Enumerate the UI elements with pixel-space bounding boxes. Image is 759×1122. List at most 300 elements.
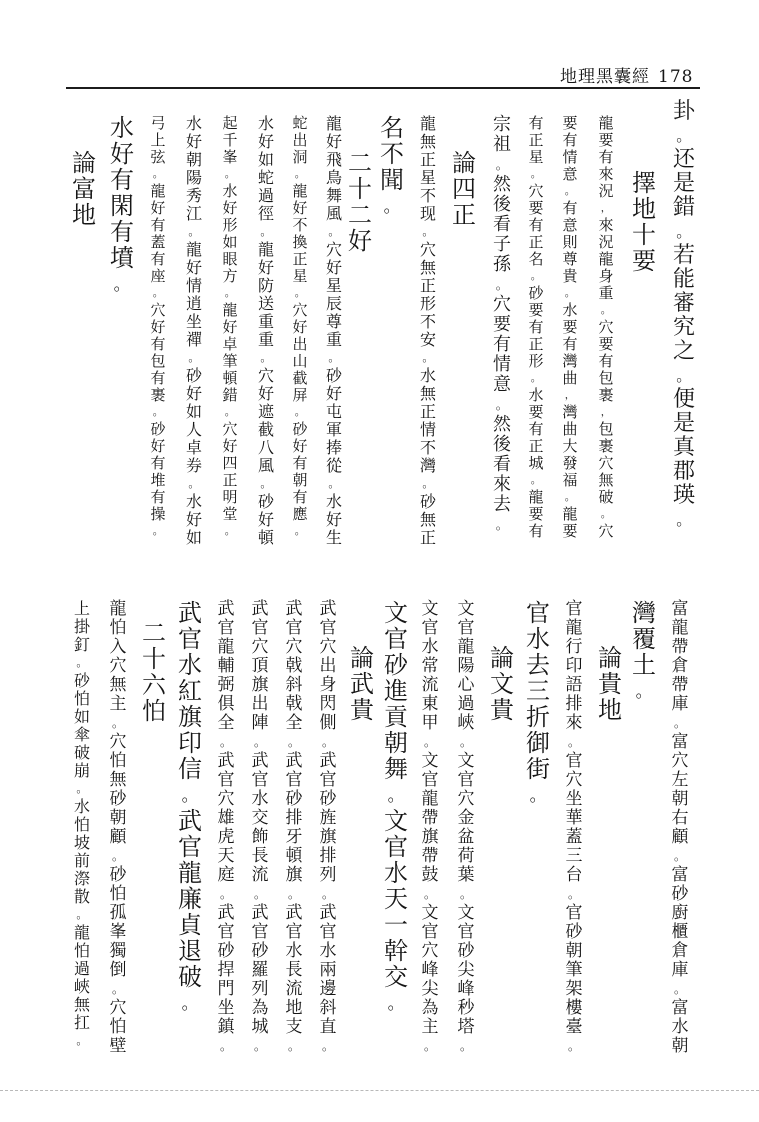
glyph: 。 — [674, 849, 686, 863]
text-column — [100, 600, 136, 1056]
glyph: 包 — [150, 352, 166, 370]
glyph: 砂 — [109, 865, 127, 885]
glyph: 筆 — [565, 960, 583, 980]
glyph: 裹 — [598, 386, 614, 404]
glyph: 地 — [285, 998, 303, 1018]
glyph: 四 — [452, 175, 476, 203]
glyph: 有 — [110, 166, 134, 194]
glyph: 官 — [251, 770, 269, 790]
glyph: 列 — [319, 865, 337, 885]
glyph: 龍 — [185, 240, 202, 259]
glyph: 朝 — [384, 729, 408, 757]
glyph: 官 — [217, 618, 235, 638]
glyph: 好 — [150, 437, 166, 455]
glyph: 形 — [419, 294, 436, 313]
glyph: 。 — [181, 785, 199, 805]
glyph: 帶 — [421, 846, 439, 866]
glyph: 官 — [319, 770, 337, 790]
glyph: 好 — [325, 258, 342, 277]
glyph: 截 — [292, 369, 308, 387]
glyph: 好 — [185, 258, 202, 277]
glyph: 包 — [598, 420, 614, 438]
glyph: 水 — [73, 797, 90, 816]
glyph: 眼 — [222, 250, 238, 268]
glyph: 真 — [672, 435, 695, 460]
glyph: 武 — [319, 599, 337, 619]
glyph: 牙 — [285, 827, 303, 847]
glyph: 貢 — [384, 703, 408, 731]
glyph: 有 — [150, 216, 166, 234]
glyph: 前 — [73, 851, 90, 870]
glyph: 尊 — [325, 312, 342, 331]
glyph: 好 — [110, 140, 134, 168]
glyph: 。 — [328, 477, 340, 490]
glyph: 水 — [384, 859, 408, 887]
glyph: 要 — [562, 318, 578, 336]
glyph: 甲 — [421, 713, 439, 733]
glyph: 操 — [150, 505, 166, 523]
glyph: 。 — [254, 1039, 266, 1053]
glyph: 穴 — [457, 789, 475, 809]
glyph: 屏 — [292, 386, 308, 404]
glyph: 朝 — [671, 789, 689, 809]
glyph: 飛 — [325, 150, 342, 169]
glyph: 徑 — [257, 204, 274, 223]
glyph: 無 — [419, 132, 436, 151]
glyph: 。 — [152, 287, 164, 299]
glyph: 券 — [185, 456, 202, 475]
glyph: 还 — [672, 147, 695, 172]
glyph: 破 — [598, 488, 614, 506]
glyph: 若 — [672, 243, 695, 268]
glyph: 發 — [562, 454, 578, 472]
glyph: 灣 — [562, 352, 578, 370]
glyph: 十 — [142, 645, 166, 673]
glyph: 八 — [257, 438, 274, 457]
glyph: 峯 — [109, 922, 127, 942]
glyph: 。 — [224, 525, 236, 537]
glyph: 主 — [109, 694, 127, 714]
glyph: 廚 — [671, 903, 689, 923]
glyph: 便 — [672, 387, 695, 412]
glyph: 況 — [598, 182, 614, 200]
glyph: 邊 — [319, 979, 337, 999]
glyph: 為 — [251, 998, 269, 1018]
glyph: 扛 — [73, 1013, 90, 1032]
glyph: 正 — [528, 233, 544, 251]
glyph: 龍 — [598, 250, 614, 268]
glyph: 穴 — [598, 318, 614, 336]
glyph: 好 — [185, 132, 202, 151]
glyph: 旗 — [319, 827, 337, 847]
glyph: 來 — [565, 713, 583, 733]
glyph: 飾 — [251, 827, 269, 847]
glyph: 捍 — [217, 960, 235, 980]
glyph: 官 — [384, 833, 408, 861]
glyph: 掛 — [73, 617, 90, 636]
glyph: 水 — [110, 114, 134, 142]
glyph: 羅 — [251, 960, 269, 980]
glyph: 葉 — [457, 865, 475, 885]
glyph: 。 — [76, 908, 88, 921]
glyph: 。 — [288, 735, 300, 749]
glyph: 。 — [422, 225, 434, 238]
glyph: 舞 — [384, 755, 408, 783]
glyph: 荷 — [457, 846, 475, 866]
section-heading — [592, 645, 628, 723]
glyph: 有 — [150, 250, 166, 268]
glyph: 穴 — [251, 637, 269, 657]
glyph: 架 — [565, 979, 583, 999]
glyph: 二 — [348, 201, 372, 229]
glyph: 。 — [328, 225, 340, 238]
glyph: 頓 — [285, 846, 303, 866]
glyph: 武 — [285, 751, 303, 771]
glyph: 穴 — [150, 301, 166, 319]
glyph: 水 — [257, 114, 274, 133]
glyph: 。 — [220, 1039, 232, 1053]
glyph: 砂 — [285, 789, 303, 809]
section-heading — [484, 645, 520, 723]
glyph: 有 — [598, 148, 614, 166]
glyph: 。 — [328, 351, 340, 364]
glyph: 塔 — [457, 1017, 475, 1037]
glyph: 。 — [495, 157, 509, 172]
glyph: 。 — [152, 168, 164, 180]
glyph: 龍 — [217, 637, 235, 657]
glyph: 不 — [419, 186, 436, 205]
glyph: 。 — [424, 1039, 436, 1053]
glyph: 後 — [493, 434, 511, 455]
glyph: 。 — [424, 887, 436, 901]
glyph: 。 — [220, 735, 232, 749]
glyph: 穴 — [319, 637, 337, 657]
glyph: 安 — [419, 330, 436, 349]
glyph: 文 — [421, 903, 439, 923]
glyph: 武 — [217, 751, 235, 771]
glyph: 武 — [178, 599, 202, 627]
glyph: 。 — [568, 887, 580, 901]
glyph: 交 — [251, 808, 269, 828]
glyph: 。 — [460, 887, 472, 901]
glyph: 。 — [674, 982, 686, 996]
glyph: 是 — [672, 411, 695, 436]
glyph: 上 — [150, 131, 166, 149]
glyph: 有 — [110, 218, 134, 246]
glyph: 十 — [632, 221, 656, 249]
glyph: 排 — [285, 808, 303, 828]
glyph: 。 — [460, 735, 472, 749]
glyph: 朝 — [292, 471, 308, 489]
glyph: 旗 — [421, 827, 439, 847]
glyph: 看 — [493, 214, 511, 235]
glyph: 峽 — [73, 977, 90, 996]
glyph: 後 — [493, 194, 511, 215]
glyph: 帶 — [671, 675, 689, 695]
glyph: 之 — [672, 339, 695, 364]
glyph: 官 — [421, 922, 439, 942]
glyph: 蓋 — [565, 827, 583, 847]
text-column — [172, 600, 208, 1016]
glyph: 陽 — [457, 656, 475, 676]
glyph: 門 — [217, 979, 235, 999]
glyph: 。 — [387, 785, 405, 805]
glyph: 重 — [598, 284, 614, 302]
glyph: 三 — [565, 846, 583, 866]
glyph: 龍 — [257, 240, 274, 259]
glyph: 。 — [495, 517, 509, 532]
glyph: 水 — [222, 182, 238, 200]
glyph: 全 — [217, 713, 235, 733]
glyph: 情 — [493, 354, 511, 375]
glyph: 。 — [568, 735, 580, 749]
glyph: 龍 — [292, 182, 308, 200]
glyph: 龍 — [565, 618, 583, 638]
glyph: 。 — [676, 223, 692, 241]
glyph: 論 — [72, 149, 96, 177]
glyph: 金 — [457, 808, 475, 828]
glyph: 無 — [419, 510, 436, 529]
glyph: 大 — [562, 437, 578, 455]
glyph: 。 — [530, 372, 542, 384]
glyph: 龍 — [598, 114, 614, 132]
glyph: 情 — [185, 276, 202, 295]
glyph: 常 — [421, 656, 439, 676]
glyph: 要 — [562, 522, 578, 540]
glyph: 戟 — [285, 656, 303, 676]
glyph: 武 — [251, 903, 269, 923]
glyph: 論 — [490, 644, 514, 672]
glyph: 文 — [421, 751, 439, 771]
glyph: 水 — [325, 492, 342, 511]
glyph: 江 — [185, 204, 202, 223]
glyph: 幹 — [384, 937, 408, 965]
glyph: 砂 — [217, 941, 235, 961]
glyph: 武 — [319, 903, 337, 923]
glyph: 錯 — [672, 195, 695, 220]
glyph: 。 — [224, 168, 236, 180]
glyph: 如 — [222, 233, 238, 251]
glyph: 長 — [251, 846, 269, 866]
glyph: 過 — [457, 694, 475, 714]
glyph: 水 — [251, 789, 269, 809]
glyph: 。 — [529, 785, 547, 805]
glyph: 穴 — [325, 240, 342, 259]
glyph: 出 — [292, 131, 308, 149]
glyph: 。 — [254, 887, 266, 901]
glyph: 砂 — [419, 492, 436, 511]
glyph: 。 — [322, 887, 334, 901]
glyph: 座 — [150, 267, 166, 285]
glyph: 要 — [562, 114, 578, 132]
glyph: 四 — [222, 454, 238, 472]
glyph: 堂 — [222, 505, 238, 523]
glyph: 武 — [217, 903, 235, 923]
glyph: 顧 — [109, 827, 127, 847]
glyph: 過 — [257, 186, 274, 205]
glyph: 貞 — [178, 911, 202, 939]
glyph: 弦 — [150, 148, 166, 166]
glyph: 。 — [76, 1034, 88, 1047]
glyph: 砂 — [319, 789, 337, 809]
glyph: 穴 — [109, 656, 127, 676]
glyph: 庫 — [671, 960, 689, 980]
glyph: 。 — [676, 127, 692, 145]
glyph: 。 — [294, 287, 306, 299]
glyph: 郡 — [672, 459, 695, 484]
glyph: 峽 — [457, 713, 475, 733]
glyph: 。 — [530, 168, 542, 180]
glyph: 天 — [217, 846, 235, 866]
text-column — [556, 600, 592, 1056]
glyph: 官 — [457, 770, 475, 790]
glyph: 不 — [292, 216, 308, 234]
glyph: 武 — [251, 599, 269, 619]
glyph: 官 — [565, 599, 583, 619]
glyph: 如 — [73, 707, 90, 726]
glyph: 坐 — [185, 312, 202, 331]
glyph: 櫃 — [671, 922, 689, 942]
glyph: 捧 — [325, 438, 342, 457]
glyph: 富 — [671, 865, 689, 885]
glyph: 武 — [251, 751, 269, 771]
glyph: 為 — [421, 998, 439, 1018]
glyph: 坡 — [73, 833, 90, 852]
glyph: 富 — [671, 732, 689, 752]
glyph: 起 — [222, 114, 238, 132]
glyph: 城 — [251, 1017, 269, 1037]
glyph: 論 — [598, 644, 622, 672]
glyph: 方 — [222, 267, 238, 285]
glyph: 出 — [292, 335, 308, 353]
text-column — [208, 600, 244, 1056]
glyph: 富 — [72, 175, 96, 203]
glyph: 有 — [598, 352, 614, 370]
glyph: 庫 — [671, 694, 689, 714]
glyph: 論 — [350, 644, 374, 672]
glyph: 尊 — [562, 250, 578, 268]
glyph: 龍 — [421, 789, 439, 809]
glyph: 。 — [387, 993, 405, 1013]
glyph: 。 — [294, 168, 306, 180]
glyph: 穴 — [292, 301, 308, 319]
text-column — [242, 600, 278, 1056]
glyph: 俱 — [217, 694, 235, 714]
glyph: 心 — [457, 675, 475, 695]
glyph: 陽 — [185, 168, 202, 187]
glyph: 水 — [185, 492, 202, 511]
glyph: 。 — [600, 304, 612, 316]
glyph: 官 — [565, 751, 583, 771]
glyph: 地 — [72, 201, 96, 229]
glyph: 砂 — [671, 884, 689, 904]
glyph: 砂 — [325, 366, 342, 385]
glyph: 排 — [565, 694, 583, 714]
glyph: 朝 — [565, 941, 583, 961]
glyph: 龍 — [150, 182, 166, 200]
glyph: ， — [564, 389, 576, 401]
glyph: 不 — [419, 438, 436, 457]
glyph: 。 — [288, 887, 300, 901]
glyph: 有 — [493, 334, 511, 355]
glyph: 朝 — [185, 150, 202, 169]
glyph: 砂 — [565, 922, 583, 942]
glyph: 有 — [528, 420, 544, 438]
glyph: 。 — [676, 511, 692, 529]
glyph: 要 — [493, 314, 511, 335]
glyph: 主 — [421, 1017, 439, 1037]
glyph: 語 — [565, 675, 583, 695]
glyph: 支 — [285, 1017, 303, 1037]
glyph: 進 — [384, 677, 408, 705]
glyph: 水 — [421, 637, 439, 657]
glyph: 水 — [671, 1017, 689, 1037]
glyph: 水 — [285, 941, 303, 961]
glyph: 富 — [671, 599, 689, 619]
glyph: 。 — [564, 491, 576, 503]
glyph: 好 — [185, 384, 202, 403]
glyph: 秒 — [457, 998, 475, 1018]
text-column — [626, 600, 662, 704]
glyph: 流 — [285, 979, 303, 999]
glyph: 好 — [222, 437, 238, 455]
glyph: 重 — [257, 312, 274, 331]
glyph: 要 — [598, 335, 614, 353]
glyph: 庭 — [217, 865, 235, 885]
glyph: 鎮 — [217, 1017, 235, 1037]
glyph: 斜 — [319, 998, 337, 1018]
glyph: 上 — [73, 599, 90, 618]
glyph: 现 — [419, 204, 436, 223]
glyph: 情 — [562, 148, 578, 166]
glyph: 生 — [325, 528, 342, 547]
glyph: 砂 — [150, 420, 166, 438]
glyph: 頂 — [251, 656, 269, 676]
glyph: 。 — [322, 735, 334, 749]
glyph: 然 — [493, 174, 511, 195]
glyph: 正 — [528, 437, 544, 455]
glyph: 正 — [528, 131, 544, 149]
glyph: 正 — [419, 150, 436, 169]
glyph: 龍 — [562, 505, 578, 523]
glyph: 官 — [285, 922, 303, 942]
glyph: 弼 — [217, 675, 235, 695]
glyph: 旗 — [285, 865, 303, 885]
glyph: 裹 — [598, 437, 614, 455]
glyph: 顧 — [671, 827, 689, 847]
glyph: 穴 — [565, 770, 583, 790]
glyph: 。 — [152, 525, 164, 537]
glyph: 官 — [526, 599, 550, 627]
glyph: 朝 — [109, 808, 127, 828]
glyph: 砂 — [251, 941, 269, 961]
glyph: 水 — [528, 386, 544, 404]
glyph: 土 — [632, 651, 656, 679]
glyph: 。 — [460, 1039, 472, 1053]
glyph: 退 — [178, 937, 202, 965]
glyph: 好 — [325, 132, 342, 151]
glyph: 倉 — [671, 941, 689, 961]
glyph: 。 — [530, 474, 542, 486]
footer-rule — [0, 1090, 759, 1091]
glyph: 龍 — [528, 488, 544, 506]
glyph: 怕 — [109, 618, 127, 638]
glyph: 廉 — [178, 885, 202, 913]
glyph: 壁 — [109, 1036, 127, 1056]
glyph: 卓 — [185, 438, 202, 457]
glyph: 有 — [150, 369, 166, 387]
glyph: 風 — [325, 204, 342, 223]
